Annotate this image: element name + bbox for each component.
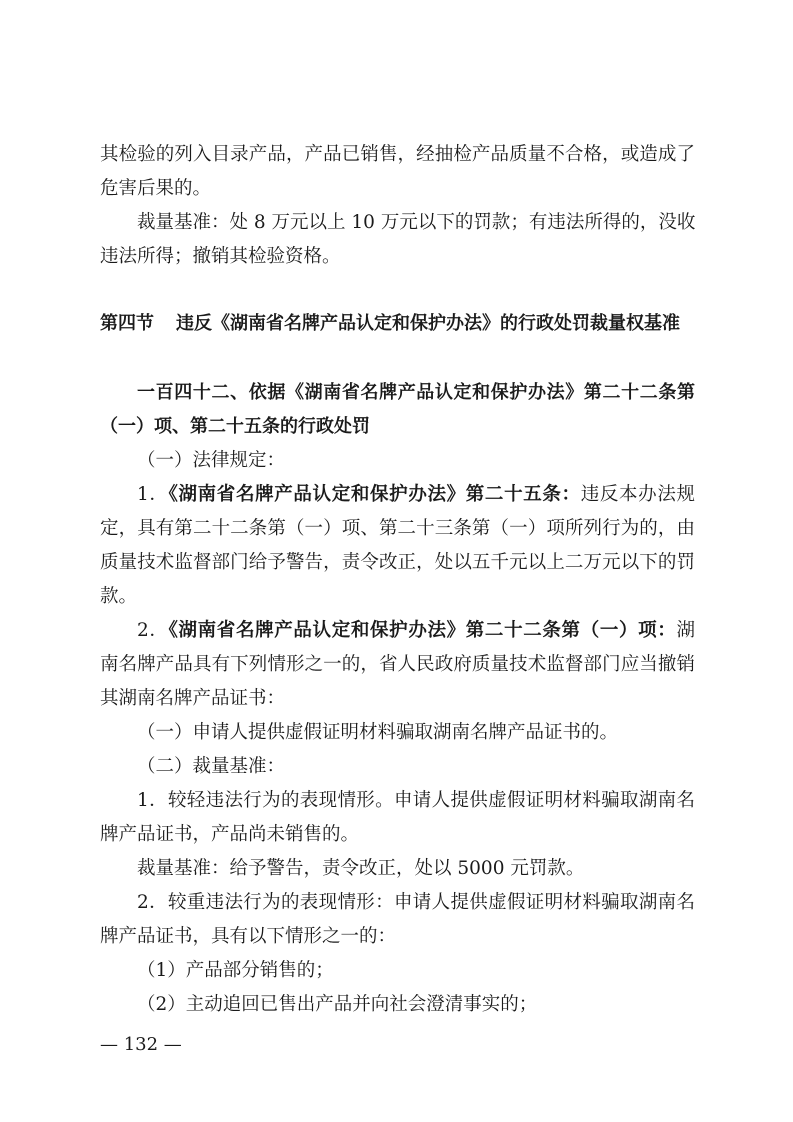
law-paragraph-line: 南名牌产品具有下列情形之一的，省人民政府质量技术监督部门应当撤销 bbox=[100, 654, 695, 675]
law-paragraph-line bbox=[137, 622, 695, 641]
paragraph-line: 裁量基准：处 8 万元以上 10 万元以下的罚款；有违法所得的，没收 bbox=[137, 212, 696, 233]
law-paragraph-line: 款。 bbox=[100, 586, 138, 607]
section-label: 第四节 bbox=[100, 313, 154, 334]
section-title: 违反《湖南省名牌产品认定和保护办法》的行政处罚裁量权基准 bbox=[176, 313, 680, 334]
standard-line: 牌产品证书，产品尚未销售的。 bbox=[100, 824, 360, 845]
paragraph-line: 违法所得；撤销其检验资格。 bbox=[100, 246, 341, 267]
law-clause: （一）申请人提供虚假证明材料骗取湖南名牌产品证书的。 bbox=[137, 722, 619, 743]
law-text: 违反本办法规 bbox=[580, 484, 695, 505]
standard-line: 牌产品证书，具有以下情形之一的： bbox=[100, 926, 397, 947]
law-paragraph-line bbox=[137, 486, 695, 505]
law-paragraph-line: 质量技术监督部门给予警告，责令改正，处以五千元以上二万元以下的罚 bbox=[100, 552, 695, 573]
standard-list-item: （1）产品部分销售的； bbox=[137, 960, 334, 981]
standard-line: 2．较重违法行为的表现情形：申请人提供虚假证明材料骗取湖南名 bbox=[137, 892, 695, 913]
page-number: — 132 — bbox=[100, 1034, 182, 1055]
law-paragraph-line: 其湖南名牌产品证书： bbox=[100, 688, 286, 709]
item-title-line: 一百四十二、依据《湖南省名牌产品认定和保护办法》第二十二条第 bbox=[137, 382, 695, 403]
section-heading bbox=[100, 315, 695, 333]
law-number: 1． bbox=[137, 484, 169, 505]
standard-line: 1．较轻违法行为的表现情形。申请人提供虚假证明材料骗取湖南名 bbox=[137, 790, 695, 811]
subheading-standard: （二）裁量基准： bbox=[137, 756, 286, 777]
standard-list-item: （2）主动追回已售出产品并向社会澄清事实的； bbox=[137, 994, 538, 1015]
law-text: 湖 bbox=[676, 620, 695, 641]
item-title-line: （一）项、第二十五条的行政处罚 bbox=[100, 416, 370, 437]
subheading-legal: （一）法律规定： bbox=[137, 450, 286, 471]
law-citation: 《湖南省名牌产品认定和保护办法》第二十五条： bbox=[168, 484, 581, 505]
paragraph-line: 危害后果的。 bbox=[100, 178, 212, 199]
law-paragraph-line: 定，具有第二十二条第（一）项、第二十三条第（一）项所列行为的，由 bbox=[100, 518, 695, 539]
law-citation: 《湖南省名牌产品认定和保护办法》第二十二条第（一）项： bbox=[168, 620, 677, 641]
paragraph-line: 其检验的列入目录产品，产品已销售，经抽检产品质量不合格，或造成了 bbox=[100, 144, 695, 165]
law-number: 2． bbox=[137, 620, 169, 641]
standard-line: 裁量基准：给予警告，责令改正，处以 5000 元罚款。 bbox=[137, 858, 585, 879]
